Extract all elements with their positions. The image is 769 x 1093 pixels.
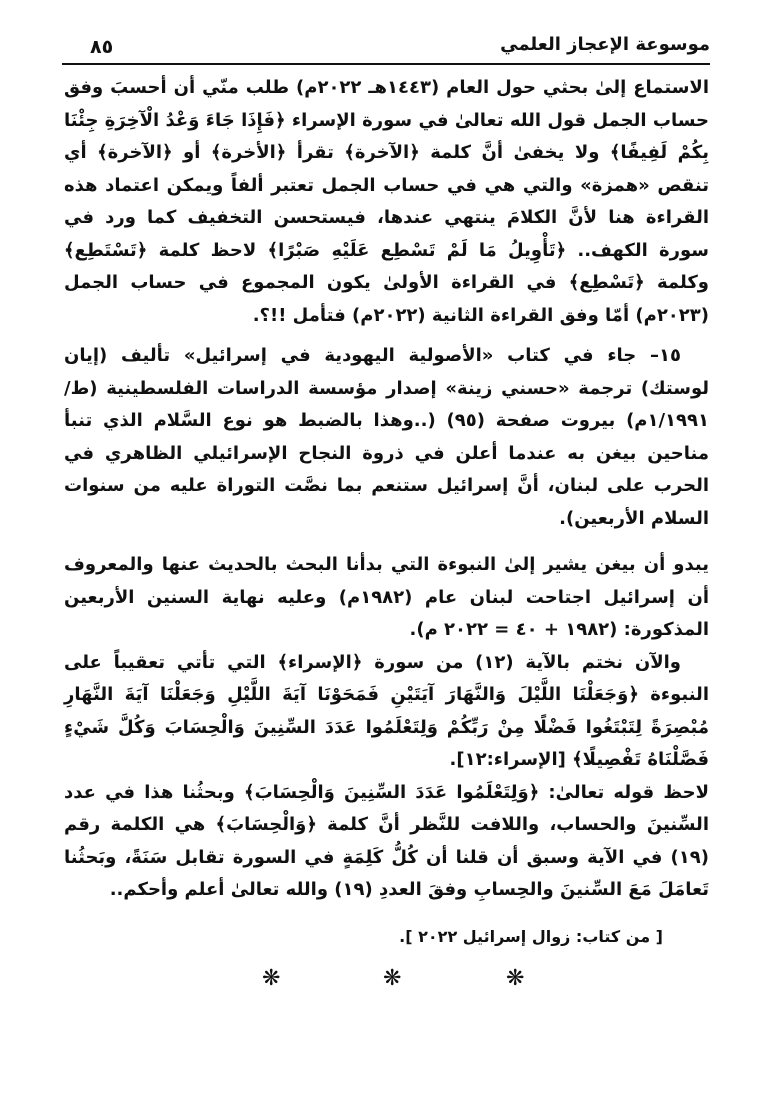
paragraph-conclusion: لاحظ قوله تعالىٰ: ﴿وَلِتَعْلَمُوا عَدَدَ السِّنِينَ وَالْحِسَابَ﴾ وبحثُنا هذا في عدد السِّنينَ والحساب، واللافت للنَّظر أنَّ كلمة ﴿وَالْحِسَابَ﴾ هي الكلمة رقم (١٩) في الآية وسبق أن قلنا أن كُلُّ كَلِمَةٍ في السورة تقابل سَنَةً، وبَحثُنا تَعامَلَ مَعَ السِّنينَ والحِسابِ وفقَ العددِ (١٩) والله تعالىٰ أعلم وأحكم.. — [64, 781, 709, 900]
source-citation: [ من كتاب: زوال إسرائيل ٢٠٢٢ ]. — [399, 926, 663, 946]
separator-star: ❋ — [383, 966, 402, 991]
paragraph-intro: الاستماع إلىٰ بحثي حول العام (١٤٤٣هـ ٢٠٢٢م) طلب منّي أن أحسبَ وفق حساب الجمل قول الله تعالىٰ في سورة الإسراء ﴿فَإِذَا جَاءَ وَعْدُ الْآخِرَةِ جِئْنَا بِكُمْ لَفِيفًا﴾ ولا يخفىٰ أنَّ كلمة ﴿الآخرة﴾ تقرأ ﴿الأخرة﴾ أو ﴿الآخرة﴾ أي تنقص «همزة» والتي هي في حساب الجمل تعتبر ألفاً ويمكن اعتماد هذه القراءة هنا لأنَّ الكلامَ ينتهي عندها، فيستحسن التخفيف كما ورد في سورة الكهف.. ﴿تَأْوِيلُ مَا لَمْ تَسْطِع عَلَيْهِ صَبْرًا﴾ لاحظ كلمة ﴿تَسْتَطِع﴾ وكلمة ﴿تَسْطِع﴾ في القراءة الأولىٰ يكون المجموع في حساب الجمل (٢٠٢٣م) أمّا وفق القراءة الثانية (٢٠٢٢م) فتأمل !!؟. — [64, 77, 709, 326]
paragraph-item-15: ١٥– جاء في كتاب «الأصولية اليهودية في إسرائيل» تأليف (إيان لوستك) ترجمة «حسني زينة» إصدار مؤسسة الدراسات الفلسطينية (ط/١/١٩٩١م) بيروت صفحة (٩٥) (..وهذا بالضبط هو نوع السَّلام الذي تنبأ مناحين بيغن به عندما أعلن في ذروة النجاح الإسرائيلي الظاهري في الحرب على لبنان، أنَّ إسرائيل ستنعم بما نصَّت التوراة عليه من سنوات السلام الأربعين). — [64, 345, 709, 529]
page-body — [64, 72, 709, 953]
running-title: موسوعة الإعجاز العلمي — [500, 34, 710, 55]
page-number: ٨٥ — [90, 36, 114, 58]
section-separator — [0, 966, 769, 996]
paragraph-verse-isra: والآن نختم بالآية (١٢) من سورة ﴿الإسراء﴾ التي تأتي تعقيباً على النبوءة ﴿وَجَعَلْنَا اللَّيْلَ وَالنَّهَارَ آيَتَيْنِ فَمَحَوْنَا آيَةَ اللَّيْلِ وَجَعَلْنَا آيَةَ النَّهَارِ مُبْصِرَةً لِتَبْتَغُوا فَضْلًا مِنْ رَبِّكُمْ وَلِتَعْلَمُوا عَدَدَ السِّنِينَ وَالْحِسَابَ وَكُلَّ شَيْءٍ فَصَّلْنَاهُ تَفْصِيلًا﴾ [الإسراء:١٢]. — [64, 651, 709, 770]
separator-star: ❋ — [262, 966, 281, 991]
page-header — [62, 30, 710, 64]
separator-star: ❋ — [506, 966, 525, 991]
header-rule — [62, 63, 710, 65]
paragraph-begin-commentary: يبدو أن بيغن يشير إلىٰ النبوءة التي بدأنا البحث بالحديث عنها والمعروف أن إسرائيل اجتاحت لبنان عام (١٩٨٢م) وعليه نهاية السنين الأربعين المذكورة: (١٩٨٢ + ٤٠ = ٢٠٢٢ م). — [64, 554, 710, 640]
